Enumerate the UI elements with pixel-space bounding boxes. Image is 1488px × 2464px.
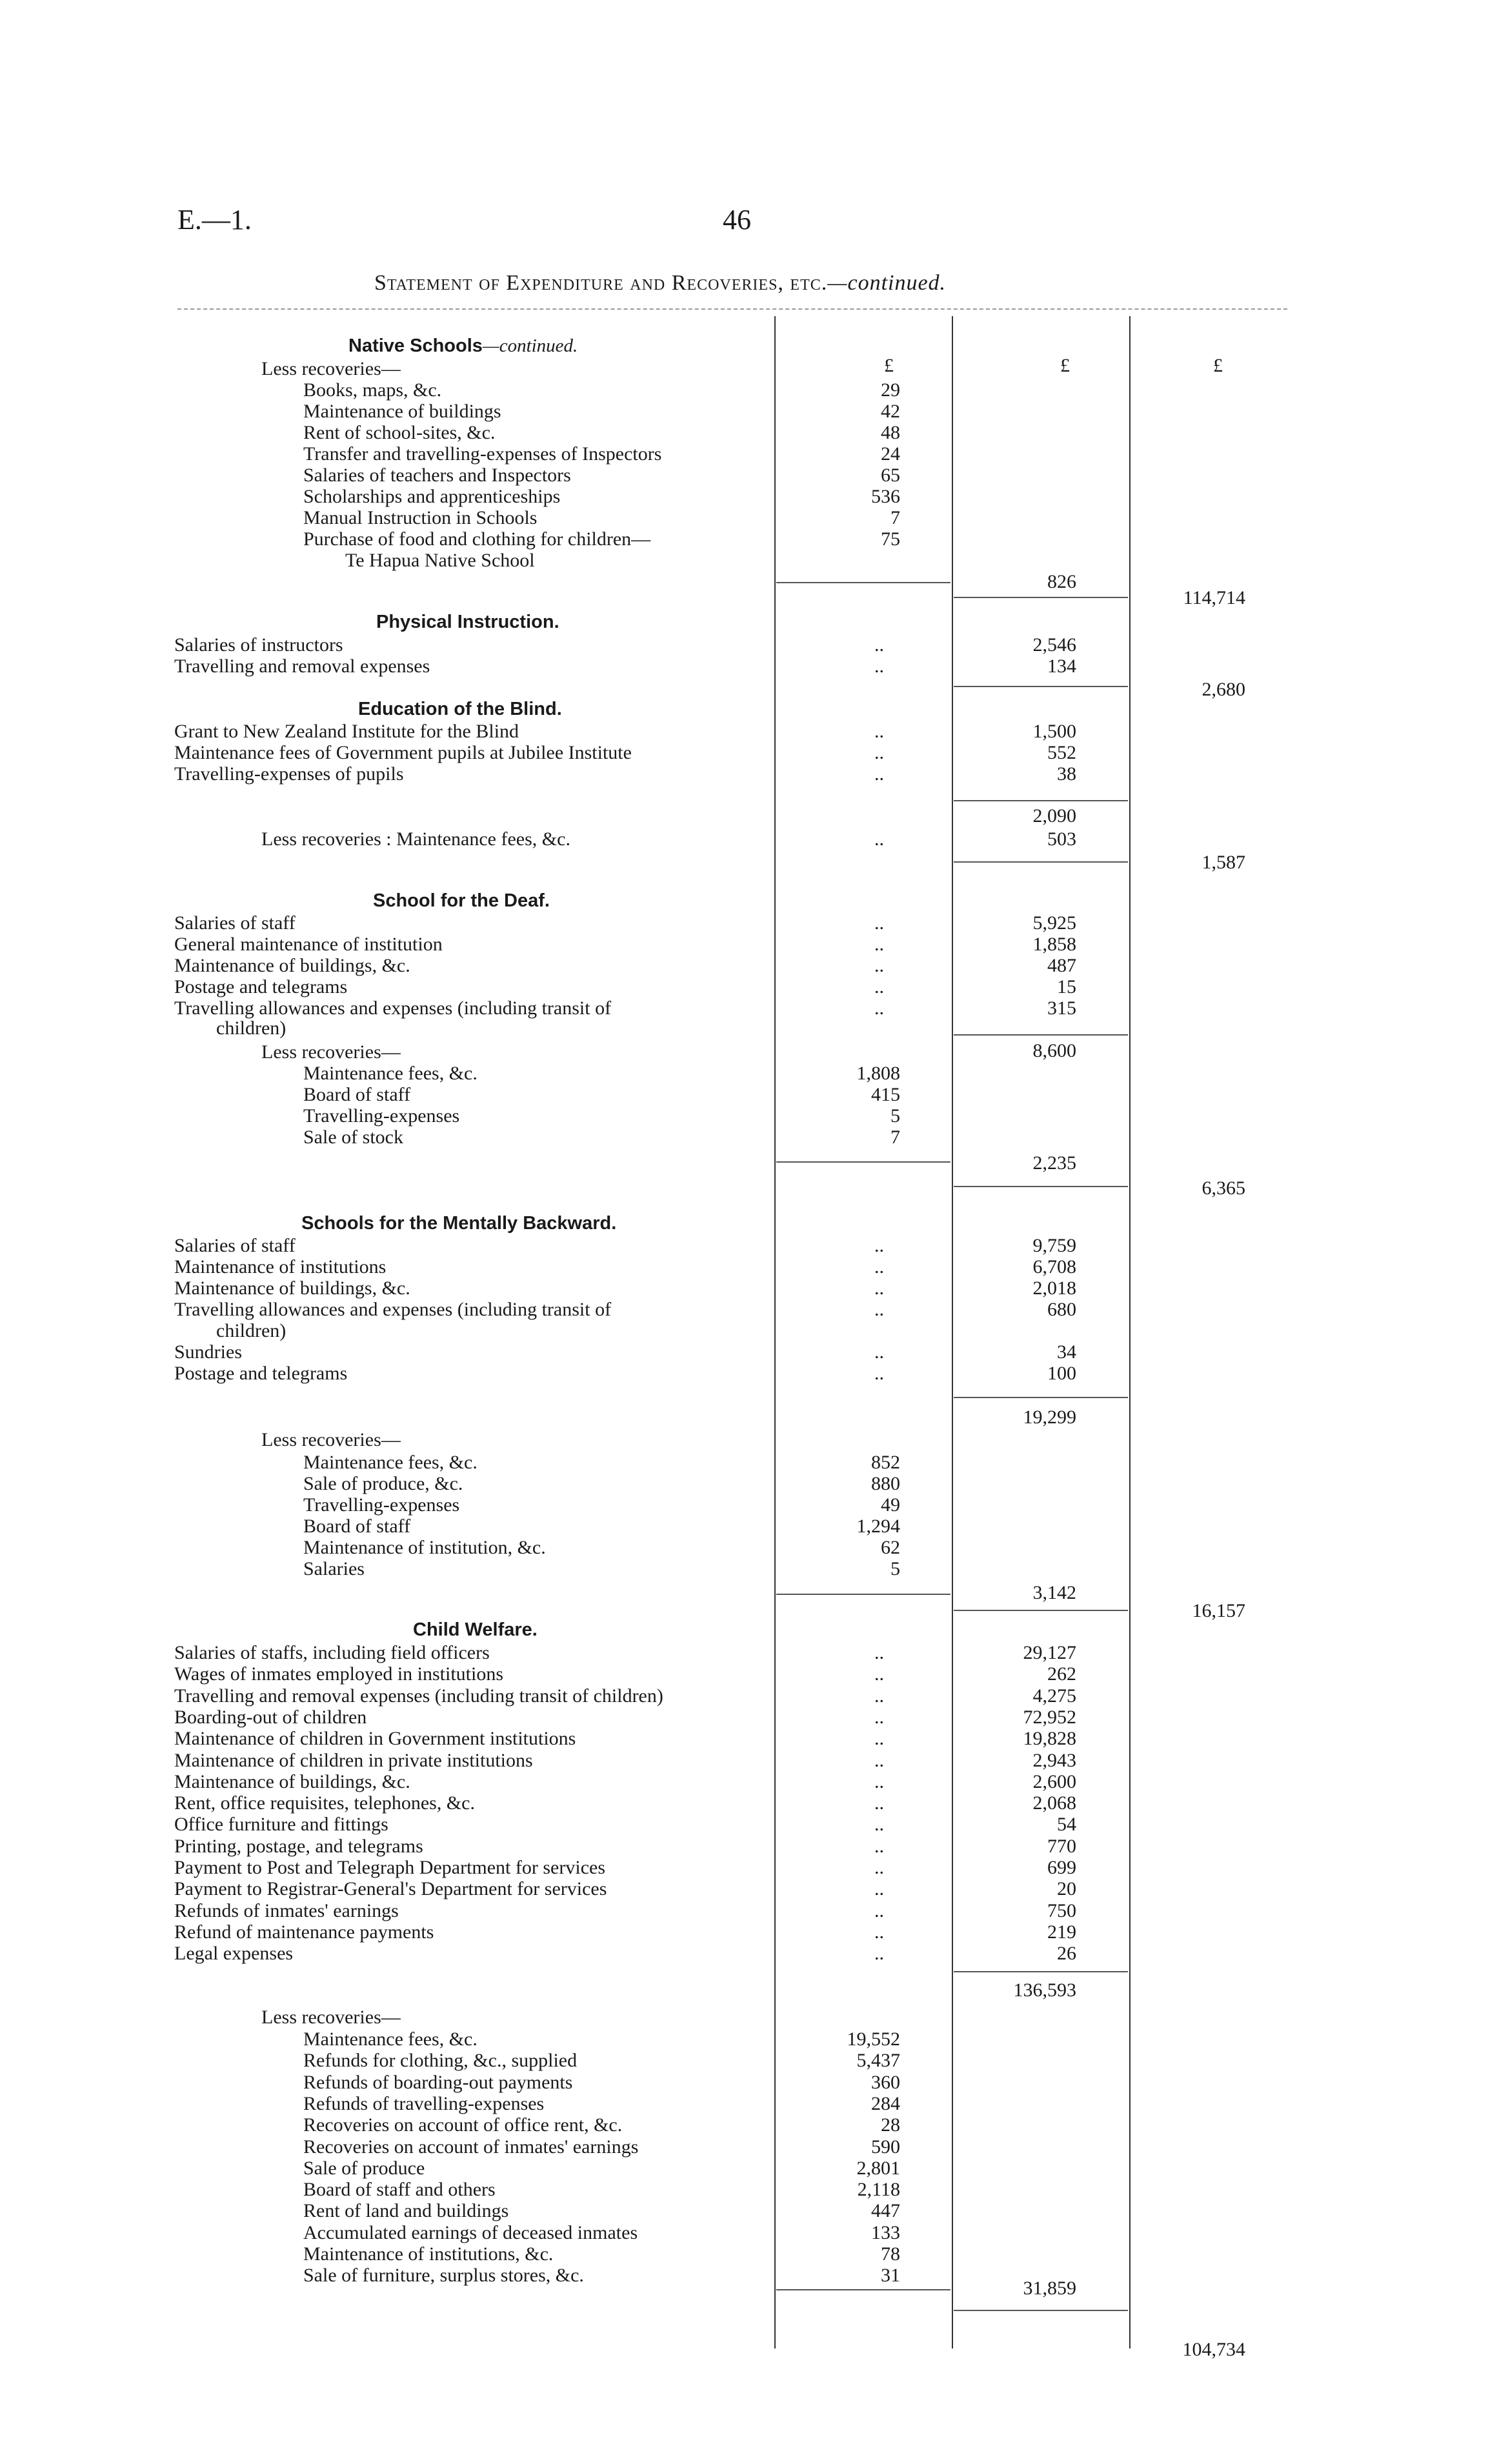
mental-recovery-value: 880 xyxy=(871,1473,900,1494)
column-rule-3 xyxy=(1129,316,1131,2349)
child-row-value: 19,828 xyxy=(1023,1728,1076,1750)
physical-row-label: Travelling and removal expenses xyxy=(174,656,430,677)
less-recoveries-label: Less recoveries— xyxy=(261,1041,401,1063)
child-recovery-value: 2,801 xyxy=(856,2157,900,2179)
mental-recovery-value: 852 xyxy=(871,1452,900,1473)
empty-cell-dots: .. xyxy=(874,1299,884,1320)
section-heading-child: Child Welfare. xyxy=(413,1619,538,1640)
native-subtotal: 826 xyxy=(1047,571,1076,592)
native-row-label: Purchase of food and clothing for children— xyxy=(303,528,651,550)
empty-cell-dots: .. xyxy=(874,976,884,997)
empty-cell-dots: .. xyxy=(874,1706,884,1728)
deaf-recoveries-total: 2,235 xyxy=(1032,1152,1076,1174)
deaf-row-label: Maintenance of buildings, &c. xyxy=(174,955,410,976)
blind-total: 2,090 xyxy=(1032,805,1076,826)
deaf-recovery-value: 1,808 xyxy=(856,1063,900,1084)
mental-row-label: Maintenance of buildings, &c. xyxy=(174,1277,410,1299)
subtotal-rule xyxy=(954,800,1128,801)
mental-row-label: Maintenance of institutions xyxy=(174,1256,387,1277)
native-row-label: Scholarships and apprenticeships xyxy=(303,486,561,507)
deaf-row-label: Postage and telegrams xyxy=(174,976,348,997)
deaf-row-label: Travelling allowances and expenses (including transit of xyxy=(174,997,612,1019)
mental-row-label: Travelling allowances and expenses (including transit of xyxy=(174,1299,612,1320)
deaf-recovery-label: Board of staff xyxy=(303,1084,411,1105)
mental-row-label: Sundries xyxy=(174,1341,242,1363)
child-row-value: 2,068 xyxy=(1032,1792,1076,1814)
mental-recovery-value: 49 xyxy=(881,1494,900,1516)
empty-cell-dots: .. xyxy=(874,955,884,976)
empty-cell-dots: .. xyxy=(874,1792,884,1814)
child-recovery-label: Refunds for clothing, &c., supplied xyxy=(303,2050,578,2072)
child-recovery-value: 284 xyxy=(871,2092,900,2114)
empty-cell-dots: .. xyxy=(874,934,884,955)
deaf-recovery-label: Maintenance fees, &c. xyxy=(303,1063,478,1084)
mental-row-value: 2,018 xyxy=(1032,1277,1076,1299)
less-recoveries-label: Less recoveries— xyxy=(261,358,401,379)
empty-cell-dots: .. xyxy=(874,742,884,763)
blind-row-label: Travelling-expenses of pupils xyxy=(174,763,404,785)
deaf-total: 8,600 xyxy=(1032,1040,1076,1061)
deaf-row-value: 487 xyxy=(1047,955,1076,976)
section-heading-continued: —continued. xyxy=(482,336,578,356)
section-heading-deaf: School for the Deaf. xyxy=(373,890,550,911)
native-row-label: Maintenance of buildings xyxy=(303,401,501,422)
section-heading-physical: Physical Instruction. xyxy=(376,612,559,632)
child-recovery-label: Sale of furniture, surplus stores, &c. xyxy=(303,2265,584,2287)
child-recovery-value: 447 xyxy=(871,2200,900,2222)
currency-col-3: £ xyxy=(1213,355,1223,376)
deaf-row-value: 15 xyxy=(1057,976,1076,997)
deaf-recovery-label: Sale of stock xyxy=(303,1127,403,1148)
blind-net-total: 1,587 xyxy=(1201,852,1245,873)
child-recovery-value: 2,118 xyxy=(857,2179,900,2201)
subtotal-rule xyxy=(954,1971,1128,1972)
child-recovery-value: 31 xyxy=(881,2265,900,2287)
currency-col-1: £ xyxy=(884,355,894,376)
subtotal-rule xyxy=(954,1186,1128,1187)
child-row-label: Maintenance of buildings, &c. xyxy=(174,1770,410,1792)
native-row-label: Manual Instruction in Schools xyxy=(303,507,538,528)
child-row-value: 750 xyxy=(1047,1899,1076,1921)
mental-recoveries-total: 3,142 xyxy=(1032,1582,1076,1603)
empty-cell-dots: .. xyxy=(874,997,884,1019)
mental-net-total: 16,157 xyxy=(1192,1600,1245,1621)
child-recovery-label: Board of staff and others xyxy=(303,2179,496,2201)
blind-less-label: Less recoveries : Maintenance fees, &c. xyxy=(261,828,570,850)
child-row-label: Wages of inmates employed in institutions xyxy=(174,1663,504,1685)
child-recovery-label: Maintenance fees, &c. xyxy=(303,2028,478,2050)
empty-cell-dots: .. xyxy=(874,1642,884,1663)
empty-cell-dots: .. xyxy=(874,1857,884,1878)
empty-cell-dots: .. xyxy=(874,634,884,656)
child-recovery-label: Accumulated earnings of deceased inmates xyxy=(303,2221,638,2243)
empty-cell-dots: .. xyxy=(874,828,884,850)
child-recovery-value: 28 xyxy=(881,2114,900,2136)
deaf-row-label: General maintenance of institution xyxy=(174,934,443,955)
child-recovery-value: 360 xyxy=(871,2071,900,2093)
native-row-value: 7 xyxy=(890,507,900,528)
child-recovery-label: Maintenance of institutions, &c. xyxy=(303,2243,554,2265)
empty-cell-dots: .. xyxy=(874,1899,884,1921)
blind-row-label: Grant to New Zealand Institute for the Blind xyxy=(174,721,519,742)
section-heading-blind: Education of the Blind. xyxy=(358,699,562,719)
child-recovery-value: 78 xyxy=(881,2243,900,2265)
child-recovery-label: Sale of produce xyxy=(303,2157,425,2179)
report-code: E.—1. xyxy=(177,204,252,235)
native-row-label: Transfer and travelling-expenses of Inspectors xyxy=(303,443,662,465)
section-heading-mental: Schools for the Mentally Backward. xyxy=(301,1213,617,1234)
less-recoveries-label: Less recoveries— xyxy=(261,1429,401,1450)
mental-recovery-value: 5 xyxy=(890,1558,900,1579)
mental-row-label: Salaries of staff xyxy=(174,1235,296,1256)
subtotal-rule xyxy=(776,1161,950,1163)
native-row-label: Books, maps, &c. xyxy=(303,379,442,401)
subtotal-rule xyxy=(954,861,1128,863)
deaf-recovery-label: Travelling-expenses xyxy=(303,1105,460,1127)
child-total: 136,593 xyxy=(1013,1979,1076,2001)
empty-cell-dots: .. xyxy=(874,1835,884,1857)
child-net-total: 104,734 xyxy=(1182,2339,1245,2360)
child-row-value: 20 xyxy=(1057,1878,1076,1900)
column-rule-2 xyxy=(952,316,953,2349)
subtotal-rule xyxy=(954,686,1128,687)
empty-cell-dots: .. xyxy=(874,1235,884,1256)
native-row-value: 24 xyxy=(881,443,900,465)
child-row-value: 262 xyxy=(1047,1663,1076,1685)
child-recovery-label: Refunds of travelling-expenses xyxy=(303,2092,545,2114)
empty-cell-dots: .. xyxy=(874,721,884,742)
native-row-value: 536 xyxy=(871,486,900,507)
child-row-value: 29,127 xyxy=(1023,1642,1076,1663)
child-recovery-value: 19,552 xyxy=(847,2028,900,2050)
empty-cell-dots: .. xyxy=(874,763,884,785)
child-row-value: 2,943 xyxy=(1032,1749,1076,1771)
subtotal-rule xyxy=(954,1034,1128,1036)
section-heading-native: Native Schools—continued. xyxy=(348,336,578,356)
child-row-label: Refund of maintenance payments xyxy=(174,1921,434,1943)
mental-recovery-value: 1,294 xyxy=(856,1516,900,1537)
empty-cell-dots: .. xyxy=(874,1749,884,1771)
physical-row-label: Salaries of instructors xyxy=(174,634,343,656)
child-recovery-label: Recoveries on account of inmates' earnings xyxy=(303,2136,639,2158)
less-recoveries-label: Less recoveries— xyxy=(261,2007,401,2028)
deaf-row-value: 315 xyxy=(1047,997,1076,1019)
child-row-value: 770 xyxy=(1047,1835,1076,1857)
empty-cell-dots: .. xyxy=(874,1341,884,1363)
child-row-value: 54 xyxy=(1057,1814,1076,1836)
empty-cell-dots: .. xyxy=(874,1363,884,1384)
deaf-recovery-value: 7 xyxy=(890,1127,900,1148)
mental-recovery-label: Sale of produce, &c. xyxy=(303,1473,463,1494)
native-row-label: Rent of school-sites, &c. xyxy=(303,422,496,443)
child-row-label: Payment to Registrar-General's Department for services xyxy=(174,1878,607,1900)
physical-row-value: 2,546 xyxy=(1032,634,1076,656)
mental-row-value: 9,759 xyxy=(1032,1235,1076,1256)
empty-cell-dots: .. xyxy=(874,1770,884,1792)
blind-row-value: 38 xyxy=(1057,763,1076,785)
mental-row-value: 100 xyxy=(1047,1363,1076,1384)
native-row-value: 42 xyxy=(881,401,900,422)
child-row-label: Boarding-out of children xyxy=(174,1706,367,1728)
deaf-recovery-value: 5 xyxy=(890,1105,900,1127)
child-recovery-value: 590 xyxy=(871,2136,900,2158)
deaf-net-total: 6,365 xyxy=(1201,1177,1245,1199)
subtotal-rule xyxy=(954,597,1128,598)
mental-row-value: 34 xyxy=(1057,1341,1076,1363)
native-net-total: 114,714 xyxy=(1183,587,1245,608)
empty-cell-dots: .. xyxy=(874,656,884,677)
native-row-label: Te Hapua Native School xyxy=(345,550,535,571)
child-row-label: Travelling and removal expenses (including transit of children) xyxy=(174,1685,663,1707)
child-row-value: 699 xyxy=(1047,1857,1076,1878)
mental-recovery-label: Travelling-expenses xyxy=(303,1494,460,1516)
empty-cell-dots: .. xyxy=(874,1256,884,1277)
empty-cell-dots: .. xyxy=(874,1685,884,1707)
blind-less-value: 503 xyxy=(1047,828,1076,850)
child-recovery-label: Refunds of boarding-out payments xyxy=(303,2071,573,2093)
child-row-label: Maintenance of children in Government institutions xyxy=(174,1728,576,1750)
physical-net-total: 2,680 xyxy=(1201,679,1245,700)
mental-total: 19,299 xyxy=(1023,1407,1076,1428)
deaf-row-value: 1,858 xyxy=(1032,934,1076,955)
child-recovery-value: 5,437 xyxy=(856,2050,900,2072)
child-row-value: 4,275 xyxy=(1032,1685,1076,1707)
mental-recovery-value: 62 xyxy=(881,1537,900,1558)
subtotal-rule xyxy=(776,2289,950,2290)
child-recovery-label: Recoveries on account of office rent, &c. xyxy=(303,2114,623,2136)
title-continued: —continued. xyxy=(827,271,947,295)
mental-recovery-label: Board of staff xyxy=(303,1516,411,1537)
mental-row-value: 6,708 xyxy=(1032,1256,1076,1277)
empty-cell-dots: .. xyxy=(874,1814,884,1836)
native-row-label: Salaries of teachers and Inspectors xyxy=(303,465,571,486)
child-row-label: Office furniture and fittings xyxy=(174,1814,388,1836)
mental-row-label: children) xyxy=(216,1320,287,1341)
child-recovery-label: Rent of land and buildings xyxy=(303,2200,509,2222)
native-row-value: 65 xyxy=(881,465,900,486)
blind-row-value: 552 xyxy=(1047,742,1076,763)
mental-recovery-label: Maintenance fees, &c. xyxy=(303,1452,478,1473)
page-number: 46 xyxy=(723,204,751,235)
mental-recovery-label: Maintenance of institution, &c. xyxy=(303,1537,546,1558)
child-recovery-value: 133 xyxy=(871,2221,900,2243)
child-row-label: Rent, office requisites, telephones, &c. xyxy=(174,1792,475,1814)
child-row-label: Salaries of staffs, including field officers xyxy=(174,1642,490,1663)
subtotal-rule xyxy=(954,1397,1128,1398)
child-row-label: Maintenance of children in private institutions xyxy=(174,1749,533,1771)
subtotal-rule xyxy=(954,2310,1128,2311)
native-row-value: 29 xyxy=(881,379,900,401)
title-main: Statement of Expenditure and Recoveries, etc. xyxy=(374,271,828,295)
mental-row-value: 680 xyxy=(1047,1299,1076,1320)
native-row-value: 75 xyxy=(881,528,900,550)
subtotal-rule xyxy=(954,1610,1128,1611)
deaf-row-label: children) xyxy=(216,1017,287,1039)
deaf-recovery-value: 415 xyxy=(871,1084,900,1105)
child-row-value: 26 xyxy=(1057,1943,1076,1965)
empty-cell-dots: .. xyxy=(874,912,884,934)
child-row-label: Refunds of inmates' earnings xyxy=(174,1899,399,1921)
mental-recovery-label: Salaries xyxy=(303,1558,365,1579)
empty-cell-dots: .. xyxy=(874,1921,884,1943)
empty-cell-dots: .. xyxy=(874,1663,884,1685)
child-row-value: 72,952 xyxy=(1023,1706,1076,1728)
deaf-row-label: Salaries of staff xyxy=(174,912,296,934)
mental-row-label: Postage and telegrams xyxy=(174,1363,348,1384)
subtotal-rule xyxy=(776,1594,950,1595)
empty-cell-dots: .. xyxy=(874,1277,884,1299)
title-rule xyxy=(177,308,1287,310)
physical-row-value: 134 xyxy=(1047,656,1076,677)
empty-cell-dots: .. xyxy=(874,1943,884,1965)
empty-cell-dots: .. xyxy=(874,1878,884,1900)
currency-col-2: £ xyxy=(1060,355,1070,376)
child-recoveries-total: 31,859 xyxy=(1023,2278,1076,2299)
deaf-row-value: 5,925 xyxy=(1032,912,1076,934)
child-row-label: Payment to Post and Telegraph Department for services xyxy=(174,1857,605,1878)
native-row-value: 48 xyxy=(881,422,900,443)
subtotal-rule xyxy=(776,582,950,583)
child-row-value: 219 xyxy=(1047,1921,1076,1943)
page-title xyxy=(374,271,946,295)
empty-cell-dots: .. xyxy=(874,1728,884,1750)
child-row-label: Legal expenses xyxy=(174,1943,294,1965)
child-row-value: 2,600 xyxy=(1032,1770,1076,1792)
blind-row-value: 1,500 xyxy=(1032,721,1076,742)
child-row-label: Printing, postage, and telegrams xyxy=(174,1835,423,1857)
blind-row-label: Maintenance fees of Government pupils at Jubilee Institute xyxy=(174,742,632,763)
